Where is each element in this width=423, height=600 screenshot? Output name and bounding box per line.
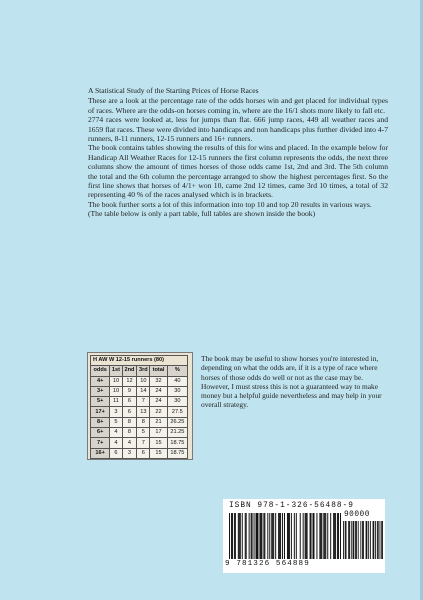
value-cell: 15 (150, 448, 167, 458)
odds-cell: 4+ (91, 376, 110, 386)
odds-cell: 7+ (91, 438, 110, 448)
barcode-bar (373, 521, 374, 559)
value-cell: 22 (150, 407, 167, 417)
barcode-bar (373, 521, 374, 559)
barcode-bar (325, 513, 326, 559)
value-cell: 8 (122, 417, 137, 427)
barcode-bar (259, 513, 260, 559)
barcode-bar (254, 513, 255, 559)
barcode-bar (356, 521, 357, 559)
barcode-bar (324, 513, 325, 559)
barcode-bar (366, 521, 367, 559)
barcode-bar (346, 521, 347, 559)
barcode-bar (240, 513, 241, 559)
sample-odds-table (87, 352, 193, 460)
barcode-bar (232, 513, 233, 559)
barcode-bar (310, 513, 311, 559)
barcode-bar (377, 521, 378, 559)
value-cell: 6 (110, 448, 122, 458)
barcode-bar (280, 513, 281, 559)
odds-cell: 8+ (91, 417, 110, 427)
value-cell: 30 (167, 386, 187, 396)
header-1st: 1st (110, 366, 122, 376)
value-cell: 6 (122, 407, 137, 417)
barcode-bar (335, 513, 336, 559)
value-cell: 21.25 (167, 428, 187, 438)
value-cell: 8 (137, 417, 150, 427)
value-cell: 17 (150, 428, 167, 438)
value-cell: 7 (137, 397, 150, 407)
value-cell: 21 (150, 417, 167, 427)
paragraph-tables: The book contains tables showing the results of this for wins and placed. In the example below for Handicap All Weather Races for 12-15 runners the first column represents the odds, the next three columns show the amount of times horses of those odds came 1st, 2nd and 3rd. The 5th column the total and the 6th column the percentage arranged to show the highest percentages first. So the first line shows that horses of 4/1+ won 10, came 2nd 12 times, came 3rd 10 times, a total of 32 representing 40 % of the races analysed which is in brackets. (88, 143, 388, 200)
table-row (91, 376, 188, 386)
barcode-bar (363, 521, 364, 559)
barcode-bar (343, 521, 344, 559)
barcode-bar (260, 513, 261, 559)
table-caption: H AW W 12-15 runners (80) (91, 356, 188, 366)
paragraph-intro: These are a look at the percentage rate of the odds horses win and get placed for individual types of races. Where are the odds-on horses coming in, where are the 16/1 shots more likely to fall etc. (88, 96, 388, 115)
value-cell: 5 (110, 417, 122, 427)
odds-table (90, 355, 188, 459)
barcode-bar (327, 513, 328, 559)
barcode-bar (355, 521, 356, 559)
barcode-bar (231, 513, 232, 559)
barcode-bar (358, 521, 359, 559)
barcode-bar (333, 513, 334, 559)
barcode-digits: 9 781326 564889 (225, 560, 310, 568)
barcode-bar (360, 521, 361, 559)
price-code: 90000 (344, 511, 370, 519)
header-3rd: 3rd (137, 366, 150, 376)
barcode-bar (313, 513, 314, 559)
barcode-bar (263, 513, 264, 559)
barcode-bar (349, 521, 350, 559)
description-text (88, 86, 388, 219)
value-cell: 3 (122, 448, 137, 458)
barcode-bar (378, 521, 379, 559)
barcode-bar (313, 513, 314, 559)
value-cell: 24 (150, 386, 167, 396)
barcode-bars (229, 513, 341, 559)
barcode-bar (307, 513, 308, 559)
value-cell: 14 (137, 386, 150, 396)
barcode-bar (321, 513, 322, 559)
barcode-bar (368, 521, 369, 559)
value-cell: 10 (110, 386, 122, 396)
barcode-bar (289, 513, 290, 559)
value-cell: 5 (137, 428, 150, 438)
barcode-bar (267, 513, 268, 559)
value-cell: 6 (137, 448, 150, 458)
barcode-bar (275, 513, 276, 559)
barcode-bar (257, 513, 258, 559)
barcode-bar (305, 513, 306, 559)
barcode-bar (249, 513, 250, 559)
barcode-bar (323, 513, 324, 559)
paragraph-races: 2774 races were looked at, less for jumps than flat. 666 jump races, 449 all weather races and 1659 flat races. These were divided into handicaps and non handicaps plus further divided into 4-7 runners, 8-11 runners, 12-15 runners and 16+ runners. (88, 115, 388, 144)
odds-cell: 6+ (91, 428, 110, 438)
barcode-bar (345, 521, 346, 559)
barcode-bar (261, 513, 262, 559)
paragraph-note: (The table below is only a part table, full tables are shown inside the book) (88, 209, 316, 219)
barcode-bar (251, 513, 252, 559)
value-cell: 13 (137, 407, 150, 417)
barcode-bar (291, 513, 292, 559)
barcode-bar (288, 513, 289, 559)
barcode-bar (245, 513, 246, 559)
barcode-bar (330, 513, 331, 559)
value-cell: 18.75 (167, 438, 187, 448)
header-2nd: 2nd (122, 366, 137, 376)
value-cell: 40 (167, 376, 187, 386)
value-cell: 8 (122, 428, 137, 438)
value-cell: 4 (110, 428, 122, 438)
barcode-bar (278, 513, 279, 559)
barcode-bar (334, 513, 335, 559)
odds-cell: 3+ (91, 386, 110, 396)
barcode-bar (271, 513, 272, 559)
barcode-bar (320, 513, 321, 559)
barcode-bar (279, 513, 280, 559)
barcode-bar (234, 513, 235, 559)
barcode-bar (273, 513, 274, 559)
barcode-bar (353, 521, 354, 559)
value-cell: 30 (167, 397, 187, 407)
table-header-row (91, 366, 188, 376)
barcode-bar (348, 521, 349, 559)
barcode-bar (257, 513, 258, 559)
barcode-bar (316, 513, 317, 559)
barcode-bar (311, 513, 312, 559)
value-cell: 10 (110, 376, 122, 386)
value-cell: 3 (110, 407, 122, 417)
barcode-bar (382, 521, 383, 559)
barcode-bar (319, 513, 320, 559)
odds-cell: 16+ (91, 448, 110, 458)
barcode-bar (366, 521, 367, 559)
isbn-label: ISBN 978-1-326-56488-9 (229, 502, 354, 510)
barcode-addon-bars (343, 521, 383, 559)
barcode-bar (284, 513, 285, 559)
isbn-barcode (223, 499, 385, 573)
barcode-bar (242, 513, 243, 559)
barcode-bar (351, 521, 352, 559)
barcode-bar (287, 513, 288, 559)
value-cell: 24 (150, 397, 167, 407)
barcode-bar (272, 513, 273, 559)
barcode-bar (264, 513, 265, 559)
odds-cell: 17+ (91, 407, 110, 417)
value-cell: 6 (122, 397, 137, 407)
table-row (91, 428, 188, 438)
barcode-bar (296, 513, 297, 559)
value-cell: 12 (122, 376, 137, 386)
value-cell: 11 (110, 397, 122, 407)
barcode-bar (252, 513, 253, 559)
value-cell: 7 (137, 438, 150, 448)
value-cell: 9 (122, 386, 137, 396)
usage-note: The book may be useful to show horses you're interested in, depending on what the odds are, if it is a type of race where horses of those odds do well or not as the case may be. However, I must stress this is not a guaranteed way to make money but a helpful guide nevertheless and may help in your overall strategy. (201, 354, 382, 410)
barcode-bar (239, 513, 240, 559)
value-cell: 32 (150, 376, 167, 386)
book-title: A Statistical Study of the Starting Prices of Horse Races (88, 86, 259, 95)
barcode-bar (282, 513, 283, 559)
barcode-bar (235, 513, 236, 559)
header-percent: % (167, 366, 187, 376)
table-row (91, 438, 188, 448)
table-row (91, 417, 188, 427)
value-cell: 27.5 (167, 407, 187, 417)
barcode-bar (303, 513, 304, 559)
value-cell: 26.25 (167, 417, 187, 427)
barcode-bar (340, 513, 341, 559)
table-row (91, 448, 188, 458)
barcode-bar (246, 513, 247, 559)
barcode-bar (380, 521, 381, 559)
value-cell: 4 (110, 438, 122, 448)
header-odds: odds (91, 366, 110, 376)
barcode-bar (294, 513, 295, 559)
table-row (91, 386, 188, 396)
barcode-bar (337, 513, 338, 559)
barcode-bar (229, 513, 230, 559)
barcode-bar (256, 513, 257, 559)
value-cell: 15 (150, 438, 167, 448)
barcode-bar (381, 521, 382, 559)
odds-cell: 5+ (91, 397, 110, 407)
value-cell: 4 (122, 438, 137, 448)
paragraph-sorting: The book further sorts a lot of this information into top 10 and top 20 results in various ways. (88, 199, 372, 209)
header-total: total (150, 366, 167, 376)
value-cell: 10 (137, 376, 150, 386)
barcode-bar (306, 513, 307, 559)
barcode-bar (238, 513, 239, 559)
barcode-bar (338, 513, 339, 559)
table-row (91, 407, 188, 417)
barcode-bar (370, 521, 371, 559)
value-cell: 18.75 (167, 448, 187, 458)
barcode-bar (300, 513, 301, 559)
barcode-bar (269, 513, 270, 559)
table-row (91, 397, 188, 407)
barcode-bar (375, 521, 376, 559)
barcode-bar (353, 521, 354, 559)
barcode-bar (362, 521, 363, 559)
